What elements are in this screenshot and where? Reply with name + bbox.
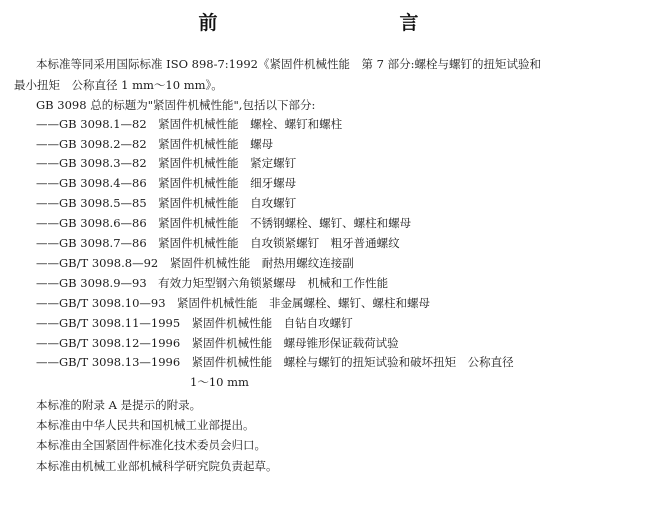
closing-line-1: 本标准的附录 A 是提示的附录。	[36, 398, 202, 412]
part-item-3: ——GB 3098.3—82 紧固件机械性能 紧定螺钉	[36, 156, 297, 170]
part-item-13: ——GB/T 3098.13—1996 紧固件机械性能 螺栓与螺钉的扭矩试验和破坏扭矩 公称直径	[36, 355, 514, 369]
page-title: 前 言	[198, 12, 467, 34]
closing-line-3: 本标准由全国紧固件标准化技术委员会归口。	[36, 438, 266, 452]
part-item-7: ——GB 3098.7—86 紧固件机械性能 自攻锁紧螺钉 粗牙普通螺纹	[36, 236, 400, 250]
intro-line-2: 最小扭矩 公称直径 1 mm～10 mm》。	[14, 78, 223, 92]
part-item-4: ——GB 3098.4—86 紧固件机械性能 细牙螺母	[36, 176, 297, 190]
series-heading: GB 3098 总的标题为"紧固件机械性能",包括以下部分:	[36, 98, 316, 112]
closing-line-4: 本标准由机械工业部机械科学研究院负责起草。	[36, 459, 278, 473]
part-item-9: ——GB 3098.9—93 有效力矩型钢六角锁紧螺母 机械和工作性能	[36, 276, 389, 290]
part-item-12: ——GB/T 3098.12—1996 紧固件机械性能 螺母锥形保证载荷试验	[36, 336, 399, 350]
part-item-5: ——GB 3098.5—85 紧固件机械性能 自攻螺钉	[36, 196, 297, 210]
part-item-13-continuation: 1～10 mm	[190, 375, 249, 389]
intro-line-1: 本标准等同采用国际标准 ISO 898-7:1992《紧固件机械性能 第 7 部分:螺栓与螺钉的扭矩试验和	[36, 57, 541, 71]
part-item-11: ——GB/T 3098.11—1995 紧固件机械性能 自钻自攻螺钉	[36, 316, 353, 330]
part-item-2: ——GB 3098.2—82 紧固件机械性能 螺母	[36, 137, 274, 151]
part-item-10: ——GB/T 3098.10—93 紧固件机械性能 非金属螺栓、螺钉、螺柱和螺母	[36, 296, 431, 310]
part-item-1: ——GB 3098.1—82 紧固件机械性能 螺栓、螺钉和螺柱	[36, 117, 343, 131]
part-item-6: ——GB 3098.6—86 紧固件机械性能 不锈钢螺栓、螺钉、螺柱和螺母	[36, 216, 412, 230]
part-item-8: ——GB/T 3098.8—92 紧固件机械性能 耐热用螺纹连接副	[36, 256, 354, 270]
closing-line-2: 本标准由中华人民共和国机械工业部提出。	[36, 418, 255, 432]
